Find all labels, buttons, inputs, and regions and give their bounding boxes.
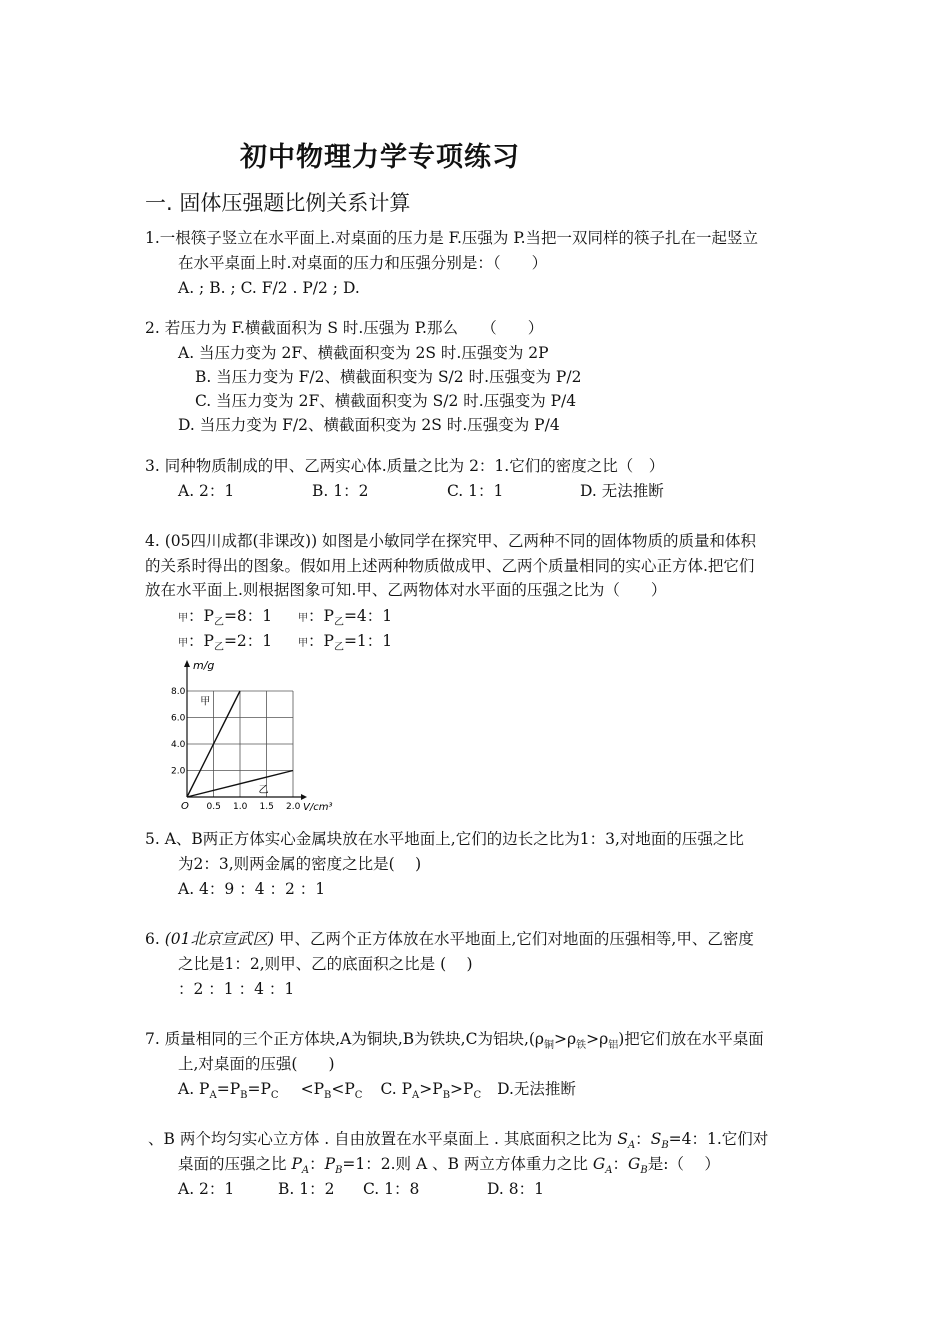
x-tick-label: 0.5 bbox=[206, 802, 221, 812]
q4-option-1a: 甲：$P_乙=8$：1 bbox=[178, 607, 273, 629]
q5-line2: 为2：3,则两金属的密度之比是( ) bbox=[178, 855, 422, 873]
mass-volume-chart bbox=[165, 655, 345, 820]
y-axis-arrow bbox=[184, 660, 190, 667]
y-tick-label: 2.0 bbox=[171, 766, 186, 777]
x-tick-label: 1.0 bbox=[233, 802, 248, 812]
q6-options: ：2 ：1 ：4 ：1 bbox=[178, 980, 295, 998]
q7-line1: 7. 质量相同的三个正方体块,A为铜块,B为铁块,C为铝块$,(\rho_铜>\rho_铁>\rho_铝)$把它们放在水平桌面 bbox=[145, 1030, 764, 1052]
q4-line1: 4. (05四川成都(非课改)) 如图是小敏同学在探究甲、乙两种不同的固体物质的质量和体积 bbox=[145, 532, 757, 550]
q4-option-1b: 甲：$P_乙=4$：1 bbox=[298, 607, 393, 629]
q2-option-b: B. 当压力变为 F/2、横截面积变为 S/2 时.压强变为 P/2 bbox=[195, 368, 582, 386]
q3-option-b: B. 1：2 bbox=[312, 482, 369, 500]
y-tick-label: 8.0 bbox=[171, 687, 186, 697]
q8-option-c: C. 1：8 bbox=[363, 1180, 420, 1198]
q6-line1: 6. (01北京宣武区) 甲、乙两个正方体放在水平地面上,它们对地面的压强相等,甲、乙密度 bbox=[145, 930, 754, 948]
x-axis-label: V/cm³ bbox=[303, 802, 333, 813]
q6-source: (01北京宣武区) bbox=[164, 930, 275, 948]
q1-line1: 1.一根筷子竖立在水平面上.对桌面的压力是 F.压强为 P.当把一双同样的筷子扎在一起竖立 bbox=[145, 229, 759, 247]
q8-line2: 桌面的压强之比 $P_A$：$P_B=1$：2.则 A 、B 两立方体重力之比 $G_A$：$G_B$是:（ ） bbox=[178, 1155, 720, 1177]
q3-line1: 3. 同种物质制成的甲、乙两实心体.质量之比为 2：1.它们的密度之比（ ） bbox=[145, 457, 665, 475]
series-label-jia: 甲 bbox=[200, 696, 211, 708]
q1-line2: 在水平桌面上时.对桌面的压力和压强分别是：（ ） bbox=[178, 254, 548, 272]
q4-line3: 放在水平面上.则根据图象可知.甲、乙两物体对水平面的压强之比为（ ） bbox=[145, 581, 667, 599]
q3-option-c: C. 1：1 bbox=[447, 482, 504, 500]
x-tick-label: 2.0 bbox=[286, 802, 301, 812]
q7-options: A. $P_A=P_B=P_C <P_B<P_C$ C. $P_A>P_B>P_C$ D.无法推断 bbox=[178, 1080, 576, 1102]
q8-option-a: A. 2：1 bbox=[178, 1180, 235, 1198]
x-tick-label: 1.5 bbox=[259, 802, 274, 812]
x-axis-arrow bbox=[301, 794, 307, 800]
q2-option-c: C. 当压力变为 2F、横截面积变为 S/2 时.压强变为 P/4 bbox=[195, 392, 577, 410]
q8-option-b: B. 1：2 bbox=[278, 1180, 335, 1198]
section-heading: 一. 固体压强题比例关系计算 bbox=[145, 191, 411, 215]
origin-label: O bbox=[181, 801, 189, 812]
q7-line2: 上,对桌面的压强( ) bbox=[178, 1055, 335, 1073]
q4-option-2a: 甲：$P_乙=2$：1 bbox=[178, 632, 273, 654]
q2-option-d: D. 当压力变为 F/2、横截面积变为 2S 时.压强变为 P/4 bbox=[178, 416, 560, 434]
q3-option-a: A. 2：1 bbox=[178, 482, 235, 500]
q8-option-d: D. 8：1 bbox=[487, 1180, 544, 1198]
q8-line1: 、B 两个均匀实心立方体 . 自由放置在水平桌面上 . 其底面积之比为 $S_A$：$S_B=4$：1.它们对 bbox=[148, 1130, 769, 1152]
q6-line2: 之比是1：2,则甲、乙的底面积之比是 ( ) bbox=[178, 955, 473, 973]
q1-options: A. ; B. ; C. F/2 . P/2 ; D. bbox=[178, 279, 360, 297]
series-label-yi: 乙 bbox=[258, 785, 269, 797]
q2-line1: 2. 若压力为 F.横截面积为 S 时.压强为 P.那么 （ ） bbox=[145, 319, 544, 337]
y-axis-label: m/g bbox=[193, 659, 215, 672]
q3-option-d: D. 无法推断 bbox=[580, 482, 664, 500]
q5-line1: 5. A、B两正方体实心金属块放在水平地面上,它们的边长之比为1：3,对地面的压强之比 bbox=[145, 830, 744, 848]
y-tick-label: 6.0 bbox=[171, 713, 186, 724]
y-tick-label: 4.0 bbox=[171, 740, 186, 750]
page-title: 初中物理力学专项练习 bbox=[240, 142, 520, 173]
q2-option-a: A. 当压力变为 2F、横截面积变为 2S 时.压强变为 2P bbox=[178, 344, 549, 362]
q4-option-2b: 甲：$P_乙=1$：1 bbox=[298, 632, 393, 654]
q4-line2: 的关系时得出的图象。假如用上述两种物质做成甲、乙两个质量相同的实心正方体.把它们 bbox=[145, 557, 755, 575]
q5-options: A. 4：9 ：4 ：2 ：1 bbox=[178, 880, 326, 898]
